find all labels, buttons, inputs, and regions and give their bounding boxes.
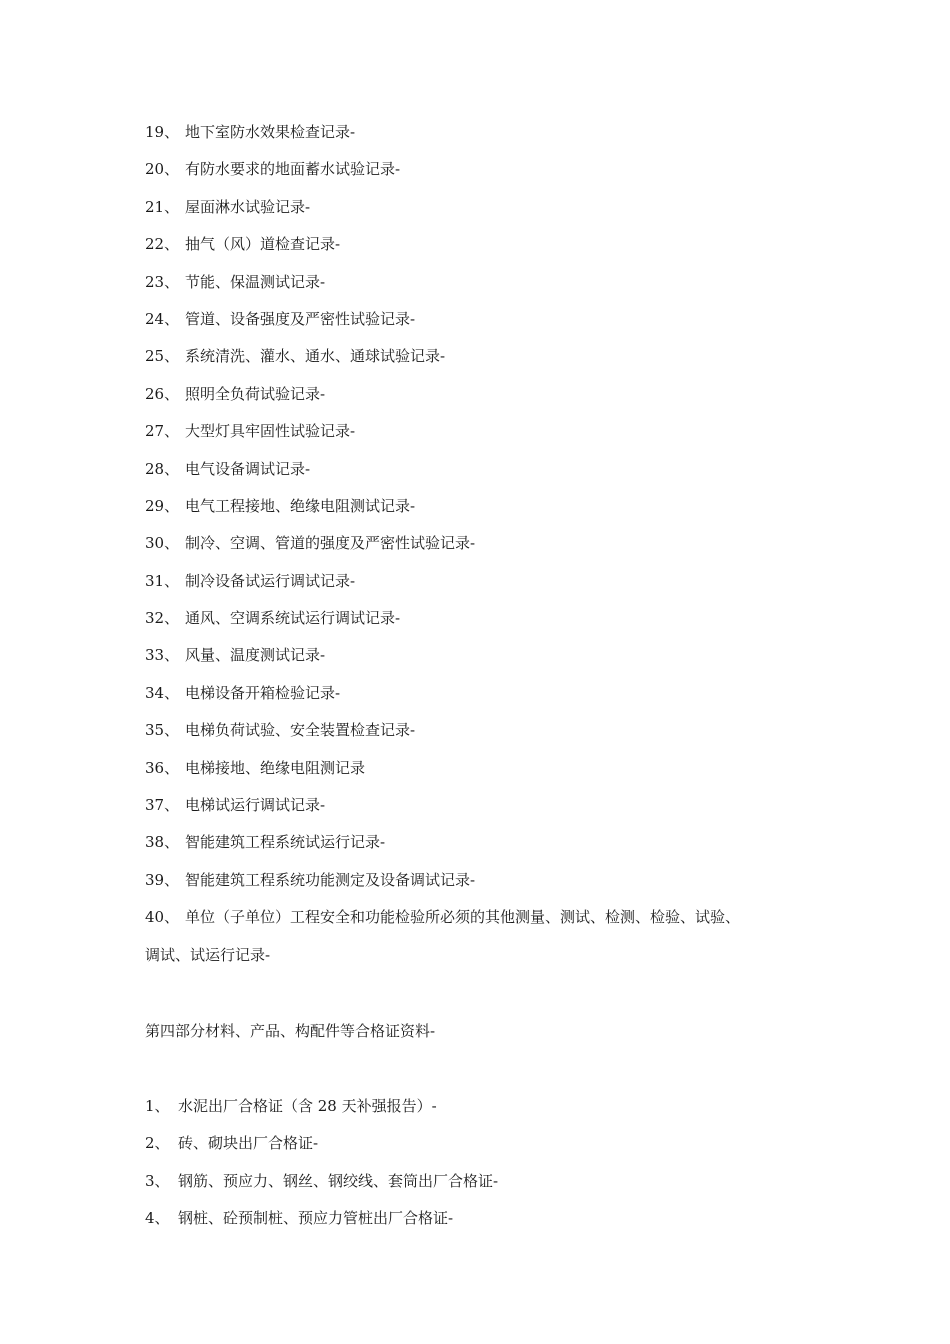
section4-heading: 第四部分材料、产品、构配件等合格证资料- bbox=[145, 1022, 436, 1040]
item-number: 21、 bbox=[145, 197, 180, 216]
list-item bbox=[145, 637, 835, 674]
item-number: 25、 bbox=[145, 347, 180, 366]
item-text: 照明全负荷试验记录- bbox=[185, 384, 326, 403]
list-item bbox=[145, 151, 835, 188]
item-text: 电梯设备开箱检验记录- bbox=[185, 683, 341, 702]
item-number: 31、 bbox=[145, 571, 180, 590]
item-number: 38、 bbox=[145, 833, 180, 852]
item-text: 智能建筑工程系统功能测定及设备调试记录- bbox=[185, 870, 476, 889]
list-item bbox=[145, 563, 835, 600]
item-text: 钢筋、预应力、钢丝、钢绞线、套筒出厂合格证- bbox=[178, 1171, 499, 1190]
list-item bbox=[145, 114, 835, 151]
item-number: 26、 bbox=[145, 384, 180, 403]
item-number: 1、 bbox=[145, 1097, 170, 1115]
item-text: 风量、温度测试记录- bbox=[185, 646, 326, 665]
item-text: 系统清洗、灌水、通水、通球试验记录- bbox=[185, 347, 446, 366]
item-number: 35、 bbox=[145, 721, 180, 740]
list-item bbox=[145, 787, 835, 824]
item-number: 22、 bbox=[145, 235, 180, 254]
list-item bbox=[145, 189, 835, 226]
item-text: 水泥出厂合格证（含 28 天补强报告）- bbox=[178, 1097, 437, 1115]
item-number: 28、 bbox=[145, 459, 180, 478]
item-number: 32、 bbox=[145, 609, 180, 628]
item-text: 电气工程接地、绝缘电阻测试记录- bbox=[185, 496, 416, 515]
item-text: 有防水要求的地面蓄水试验记录- bbox=[185, 160, 401, 179]
item-number: 30、 bbox=[145, 534, 180, 553]
item-text: 通风、空调系统试运行调试记录- bbox=[185, 609, 401, 628]
item-text: 地下室防水效果检查记录- bbox=[185, 123, 356, 141]
item-number: 37、 bbox=[145, 796, 180, 815]
item-number: 3、 bbox=[145, 1171, 170, 1190]
section3-item-list bbox=[145, 114, 835, 974]
list-item bbox=[145, 451, 835, 488]
item-number: 34、 bbox=[145, 683, 180, 702]
list-item bbox=[145, 862, 835, 899]
item-text: 智能建筑工程系统试运行记录- bbox=[185, 833, 386, 852]
item-number: 39、 bbox=[145, 870, 180, 889]
item-text: 钢桩、砼预制桩、预应力管桩出厂合格证- bbox=[178, 1209, 454, 1228]
list-item bbox=[145, 264, 835, 301]
item-number: 24、 bbox=[145, 309, 180, 328]
list-item bbox=[145, 824, 835, 861]
list-item bbox=[145, 1125, 835, 1162]
list-item bbox=[145, 1163, 835, 1200]
item-text: 电梯接地、绝缘电阻测记录 bbox=[185, 758, 366, 777]
item-number: 27、 bbox=[145, 422, 180, 441]
item-number: 33、 bbox=[145, 646, 180, 665]
item-number: 19、 bbox=[145, 123, 180, 141]
item-text: 大型灯具牢固性试验记录- bbox=[185, 422, 356, 441]
item-number: 36、 bbox=[145, 758, 180, 777]
item-number: 2、 bbox=[145, 1134, 170, 1153]
item-text: 屋面淋水试验记录- bbox=[185, 197, 311, 216]
item-number: 4、 bbox=[145, 1209, 170, 1228]
item-number: 40、 bbox=[145, 908, 180, 927]
item-text: 管道、设备强度及严密性试验记录- bbox=[185, 309, 416, 328]
list-item bbox=[145, 525, 835, 562]
item-text: 单位（子单位）工程安全和功能检验所必须的其他测量、测试、检测、检验、试验、 bbox=[185, 908, 741, 927]
item-text: 电气设备调试记录- bbox=[185, 459, 311, 478]
item-text: 制冷、空调、管道的强度及严密性试验记录- bbox=[185, 534, 476, 553]
list-item bbox=[145, 413, 835, 450]
item-number: 23、 bbox=[145, 272, 180, 291]
item-text: 电梯负荷试验、安全装置检查记录- bbox=[185, 721, 416, 740]
list-item bbox=[145, 750, 835, 787]
list-item-continuation: 调试、试运行记录- bbox=[145, 945, 271, 964]
item-text: 砖、砌块出厂合格证- bbox=[178, 1134, 319, 1153]
list-item bbox=[145, 1088, 835, 1125]
item-number: 20、 bbox=[145, 160, 180, 179]
section4-item-list bbox=[145, 1088, 835, 1238]
item-text: 制冷设备试运行调试记录- bbox=[185, 571, 356, 590]
item-text: 抽气（风）道检查记录- bbox=[185, 235, 341, 254]
list-item bbox=[145, 712, 835, 749]
list-item bbox=[145, 226, 835, 263]
item-number: 29、 bbox=[145, 496, 180, 515]
list-item bbox=[145, 301, 835, 338]
list-item bbox=[145, 675, 835, 712]
list-item bbox=[145, 376, 835, 413]
item-text: 节能、保温测试记录- bbox=[185, 272, 326, 291]
list-item bbox=[145, 488, 835, 525]
list-item bbox=[145, 600, 835, 637]
list-item bbox=[145, 338, 835, 375]
list-item bbox=[145, 899, 835, 936]
item-text: 电梯试运行调试记录- bbox=[185, 796, 326, 815]
list-item bbox=[145, 1200, 835, 1237]
